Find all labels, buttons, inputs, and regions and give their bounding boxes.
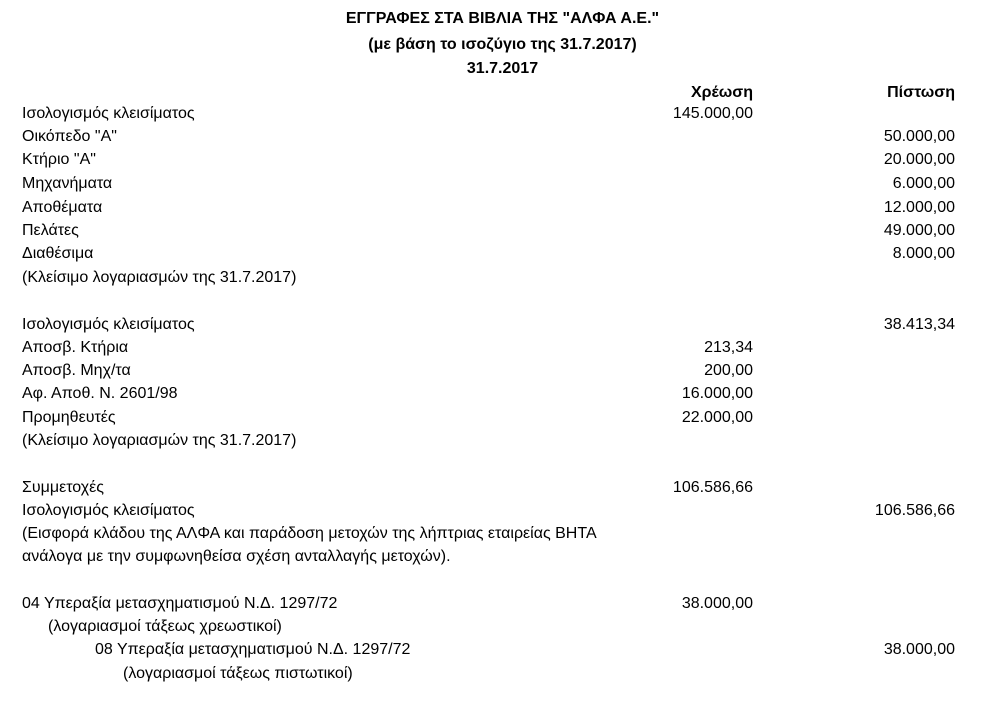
- debit-amount: 106.586,66: [672, 479, 753, 496]
- account-label: Αποθέματα: [22, 199, 103, 216]
- journal-row: [0, 359, 1005, 382]
- journal-row: [0, 522, 1005, 545]
- credit-amount: 20.000,00: [883, 151, 955, 168]
- credit-amount: 12.000,00: [883, 199, 955, 216]
- document-date: 31.7.2017: [466, 60, 539, 77]
- debit-amount: 213,34: [704, 339, 753, 356]
- entry-description: (λογαριασμοί τάξεως πιστωτικοί): [123, 665, 353, 682]
- credit-amount: 50.000,00: [883, 128, 955, 145]
- debit-amount: 16.000,00: [681, 385, 753, 402]
- account-label: Προμηθευτές: [22, 409, 116, 426]
- account-label: Αποσβ. Κτήρια: [22, 339, 129, 356]
- credit-amount: 38.000,00: [883, 641, 955, 658]
- account-label: Ισολογισμός κλεισίματος: [22, 105, 195, 122]
- journal-row: [0, 336, 1005, 359]
- account-label: Διαθέσιμα: [22, 245, 94, 262]
- journal-row: [0, 615, 1005, 638]
- journal-row: [0, 313, 1005, 336]
- debit-amount: 200,00: [704, 362, 753, 379]
- journal-row: [0, 219, 1005, 242]
- document-subtitle: (με βάση το ισοζύγιο της 31.7.2017): [368, 36, 637, 53]
- account-label: Κτήριο "Α": [22, 151, 96, 168]
- journal-row: [0, 499, 1005, 522]
- credit-column-header: Πίστωση: [887, 84, 955, 101]
- journal-row: [0, 638, 1005, 661]
- journal-row: [0, 242, 1005, 265]
- account-label: Συμμετοχές: [22, 479, 105, 496]
- journal-row: [0, 382, 1005, 405]
- journal-row: [0, 102, 1005, 125]
- journal-row: [0, 196, 1005, 219]
- debit-amount: 145.000,00: [672, 105, 753, 122]
- debit-amount: 22.000,00: [681, 409, 753, 426]
- entry-description: (λογαριασμοί τάξεως χρεωστικοί): [48, 618, 282, 635]
- account-label: Ισολογισμός κλεισίματος: [22, 502, 195, 519]
- credit-amount: 49.000,00: [883, 222, 955, 239]
- journal-row: [0, 662, 1005, 685]
- journal-row: [0, 266, 1005, 289]
- account-label: Ισολογισμός κλεισίματος: [22, 316, 195, 333]
- journal-row: [0, 172, 1005, 195]
- journal-row: [0, 545, 1005, 568]
- journal-row: [0, 429, 1005, 452]
- document-title: ΕΓΓΡΑΦΕΣ ΣΤΑ ΒΙΒΛΙΑ ΤΗΣ "ΑΛΦΑ Α.Ε.": [345, 10, 660, 27]
- credit-amount: 6.000,00: [892, 175, 955, 192]
- credit-amount: 106.586,66: [874, 502, 955, 519]
- account-label: Μηχανήματα: [22, 175, 113, 192]
- journal-row: [0, 148, 1005, 171]
- entry-description: (Κλείσιμο λογαριασμών της 31.7.2017): [22, 432, 297, 449]
- account-label: Πελάτες: [22, 222, 79, 239]
- journal-row: [0, 592, 1005, 615]
- credit-amount: 8.000,00: [892, 245, 955, 262]
- entry-description: ανάλογα με την συμφωνηθείσα σχέση ανταλλαγής μετοχών).: [22, 548, 451, 565]
- credit-amount: 38.413,34: [883, 316, 955, 333]
- journal-row: [0, 476, 1005, 499]
- debit-column-header: Χρέωση: [690, 84, 753, 101]
- journal-row: [0, 125, 1005, 148]
- account-label: Αποσβ. Μηχ/τα: [22, 362, 131, 379]
- account-label: Αφ. Αποθ. Ν. 2601/98: [22, 385, 178, 402]
- account-label: 08 Υπεραξία μετασχηματισμού Ν.Δ. 1297/72: [95, 641, 411, 658]
- entry-description: (Εισφορά κλάδου της ΑΛΦΑ και παράδοση μετοχών της λήπτριας εταιρείας ΒΗΤΑ: [22, 525, 597, 542]
- journal-row: [0, 406, 1005, 429]
- entry-description: (Κλείσιμο λογαριασμών της 31.7.2017): [22, 269, 297, 286]
- account-label: Οικόπεδο "Α": [22, 128, 117, 145]
- debit-amount: 38.000,00: [681, 595, 753, 612]
- account-label: 04 Υπεραξία μετασχηματισμού Ν.Δ. 1297/72: [22, 595, 338, 612]
